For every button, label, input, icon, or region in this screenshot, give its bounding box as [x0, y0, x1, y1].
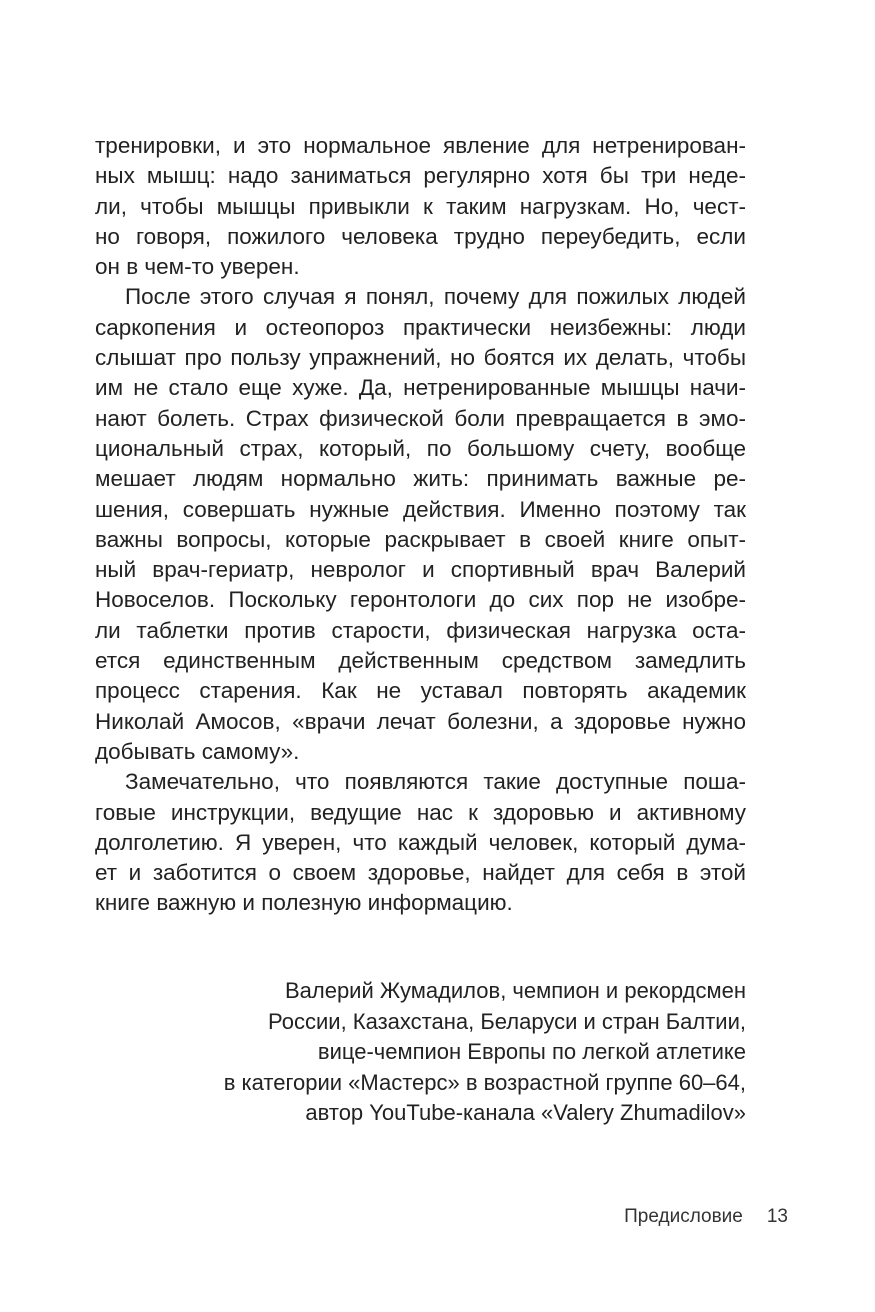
- running-section-title: Предисловие: [624, 1206, 743, 1227]
- paragraph-1-line: тренировки, и это нормальное явление для нетренирован-: [95, 133, 746, 158]
- paragraph-2-line: слышат про пользу упражнений, но боятся их делать, чтобы: [95, 345, 746, 371]
- page-footer: [624, 1206, 788, 1228]
- signature-line: России, Казахстана, Беларуси и стран Балтии,: [268, 1008, 746, 1034]
- paragraph-2-line: Николай Амосов, «врачи лечат болезни, а здоровье нужно: [95, 708, 746, 734]
- paragraph-2-line: шения, совершать нужные действия. Именно поэтому так: [95, 496, 746, 522]
- signature-line: Валерий Жумадилов, чемпион и рекордсмен: [284, 978, 746, 1003]
- paragraph-2-line: нают болеть. Страх физической боли превращается в эмо-: [95, 405, 746, 431]
- paragraph-2-line: важны вопросы, которые раскрывает в своей книге опыт-: [95, 526, 746, 552]
- paragraph-3-line: говые инструкции, ведущие нас к здоровью и активному: [95, 799, 746, 825]
- paragraph-3-line: долголетию. Я уверен, что каждый человек, который дума-: [95, 829, 746, 855]
- paragraph-1-line: но говоря, пожилого человека трудно переубедить, если: [95, 223, 746, 249]
- paragraph-1-line: ных мышц: надо заниматься регулярно хотя бы три неде-: [95, 163, 746, 189]
- paragraph-3-line: Замечательно, что появляются такие доступные поша-: [125, 769, 746, 795]
- paragraph-2-line: Новоселов. Поскольку геронтологи до сих пор не изобре-: [95, 587, 746, 613]
- paragraph-2-line: мешает людям нормально жить: принимать важные ре-: [95, 466, 746, 492]
- paragraph-2-line: циональный страх, который, по большому счету, вообще: [95, 435, 746, 461]
- paragraph-2-line: им не стало еще хуже. Да, нетренированные мышцы начи-: [95, 375, 746, 401]
- body-text: [95, 131, 746, 919]
- paragraph-2-line: ли таблетки против старости, физическая нагрузка оста-: [95, 617, 746, 643]
- paragraph-2-line: добывать самому».: [95, 738, 300, 764]
- page-number: 13: [766, 1206, 788, 1227]
- signature-line: в категории «Мастерс» в возрастной группе 60–64,: [223, 1069, 746, 1095]
- paragraph-2-line: процесс старения. Как не уставал повторять академик: [95, 678, 746, 704]
- paragraph-1-line: ли, чтобы мышцы привыкли к таким нагрузкам. Но, чест-: [95, 193, 746, 219]
- signature-line: автор YouTube-канала «Valery Zhumadilov»: [305, 1100, 746, 1125]
- paragraph-2-line: ется единственным действенным средством замедлить: [95, 648, 746, 674]
- paragraph-1-line: он в чем-то уверен.: [95, 254, 300, 280]
- author-signature: [224, 976, 746, 1129]
- paragraph-3-line: ет и заботится о своем здоровье, найдет для себя в этой: [95, 860, 746, 886]
- paragraph-2-line: ный врач-гериатр, невролог и спортивный врач Валерий: [95, 557, 746, 583]
- paragraph-3-line: книге важную и полезную информацию.: [95, 890, 513, 916]
- paragraph-2-line: саркопения и остеопороз практически неизбежны: люди: [95, 314, 746, 340]
- paragraph-2-line: После этого случая я понял, почему для пожилых людей: [125, 284, 746, 310]
- signature-line: вице-чемпион Европы по легкой атлетике: [317, 1039, 746, 1064]
